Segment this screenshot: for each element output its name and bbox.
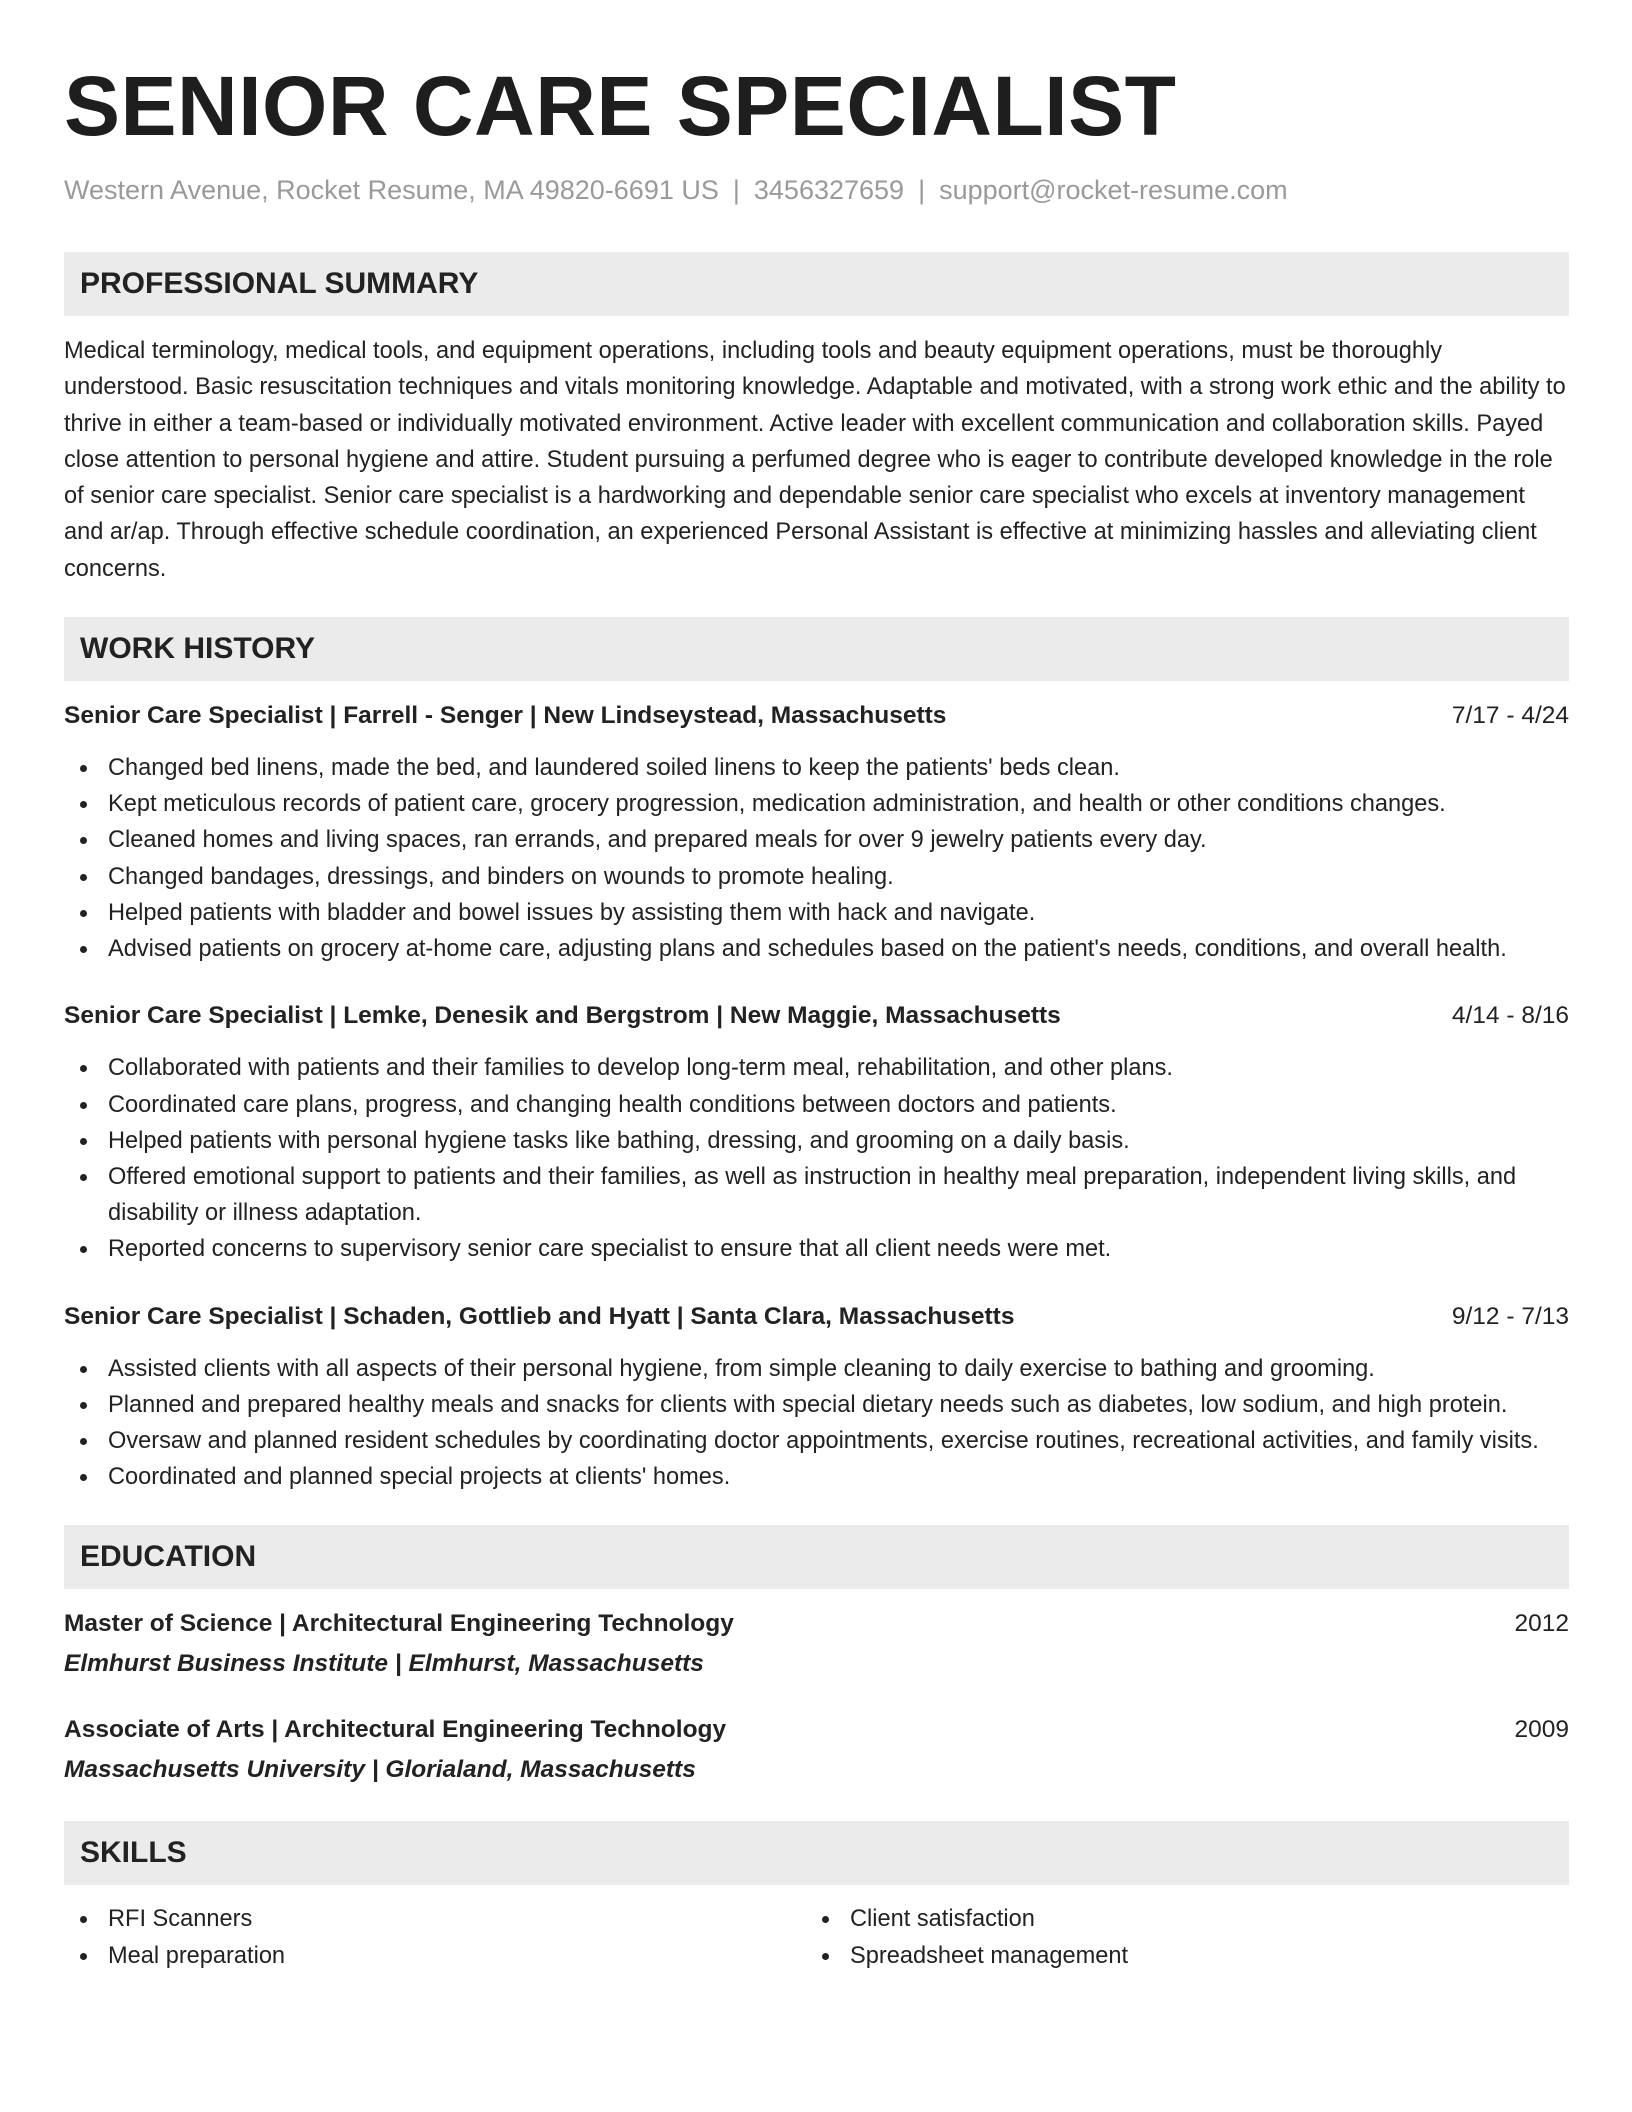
job-heading-row	[64, 698, 1569, 734]
skills-section-header: SKILLS	[64, 1821, 1569, 1885]
contact-separator: |	[918, 175, 926, 205]
job-entry	[64, 698, 1569, 967]
skills-list	[64, 1901, 1569, 1973]
resume-name: SENIOR CARE SPECIALIST	[64, 59, 1177, 153]
job-bullet: Collaborated with patients and their families to develop long-term meal, rehabilitation, and other plans.	[64, 1050, 1569, 1086]
job-bullet-list	[64, 750, 1569, 967]
job-title: Senior Care Specialist | Lemke, Denesik and Bergstrom | New Maggie, Massachusetts	[64, 1002, 1061, 1030]
summary-section-header: PROFESSIONAL SUMMARY	[64, 252, 1569, 316]
skill-item: Meal preparation	[64, 1938, 806, 1974]
job-entry	[64, 998, 1569, 1267]
job-bullet: Oversaw and planned resident schedules by coordinating doctor appointments, exercise routines, recreational activities, and family visits.	[64, 1423, 1569, 1459]
job-bullet-list	[64, 1351, 1569, 1496]
education-heading-row	[64, 1606, 1569, 1642]
job-heading-row	[64, 998, 1569, 1034]
job-bullet: Helped patients with bladder and bowel issues by assisting them with hack and navigate.	[64, 895, 1569, 931]
education-entry	[64, 1606, 1569, 1682]
job-bullet: Helped patients with personal hygiene tasks like bathing, dressing, and grooming on a daily basis.	[64, 1123, 1569, 1159]
job-bullet: Assisted clients with all aspects of their personal hygiene, from simple cleaning to daily exercise to bathing and grooming.	[64, 1351, 1569, 1387]
skills-column-right	[806, 1901, 1548, 1973]
job-bullet: Planned and prepared healthy meals and snacks for clients with special dietary needs such as diabetes, low sodium, and high protein.	[64, 1387, 1569, 1423]
skill-item: Client satisfaction	[806, 1901, 1548, 1937]
contact-separator: |	[732, 175, 740, 205]
education-section-header: EDUCATION	[64, 1525, 1569, 1589]
skills-column-left	[64, 1901, 806, 1973]
education-school: Elmhurst Business Institute | Elmhurst, Massachusetts	[64, 1650, 704, 1678]
education-heading-row	[64, 1712, 1569, 1748]
job-bullet: Changed bed linens, made the bed, and laundered soiled linens to keep the patients' beds clean.	[64, 750, 1569, 786]
contact-line	[64, 172, 1569, 208]
summary-text: Medical terminology, medical tools, and equipment operations, including tools and beauty equipment operations, must be thoroughly understood. Basic resuscitation techniques and vitals monitoring knowledge. Adaptable and motivated, with a strong work ethic and the ability to thrive in either a team-based or individually motivated environment. Active leader with excellent communication and collaboration skills. Payed close attention to personal hygiene and attire. Student pursuing a perfumed degree who is eager to contribute developed knowledge in the role of senior care specialist. Senior care specialist is a hardworking and dependable senior care specialist who excels at inventory management and ar/ap. Through effective schedule coordination, an experienced Personal Assistant is effective at minimizing hassles and alleviating client concerns.	[64, 338, 1566, 582]
job-bullet: Reported concerns to supervisory senior care specialist to ensure that all client needs were met.	[64, 1231, 1569, 1267]
education-degree: Associate of Arts | Architectural Engineering Technology	[64, 1716, 727, 1744]
job-heading-row	[64, 1299, 1569, 1335]
job-dates: 9/12 - 7/13	[1451, 1302, 1569, 1330]
contact-email: support@rocket-resume.com	[939, 175, 1288, 205]
job-bullet: Kept meticulous records of patient care, grocery progression, medication administration, and health or other conditions changes.	[64, 786, 1569, 822]
job-title: Senior Care Specialist | Schaden, Gottlieb and Hyatt | Santa Clara, Massachusetts	[64, 1302, 1015, 1330]
contact-phone: 3456327659	[753, 175, 905, 205]
job-bullet-list	[64, 1050, 1569, 1267]
skill-item: Spreadsheet management	[806, 1938, 1548, 1974]
contact-address: Western Avenue, Rocket Resume, MA 49820-6691 US	[64, 175, 719, 205]
work-history-section-header: WORK HISTORY	[64, 617, 1569, 681]
job-bullet: Offered emotional support to patients and their families, as well as instruction in healthy meal preparation, independent living skills, and disability or illness adaptation.	[64, 1159, 1569, 1231]
job-bullet: Changed bandages, dressings, and binders on wounds to promote healing.	[64, 859, 1569, 895]
education-year: 2012	[1514, 1610, 1569, 1638]
job-bullet: Coordinated and planned special projects at clients' homes.	[64, 1459, 1569, 1495]
job-title: Senior Care Specialist | Farrell - Senger | New Lindseystead, Massachusetts	[64, 702, 947, 730]
job-entry	[64, 1299, 1569, 1496]
education-degree: Master of Science | Architectural Engineering Technology	[64, 1610, 734, 1638]
job-bullet: Coordinated care plans, progress, and changing health conditions between doctors and patients.	[64, 1087, 1569, 1123]
job-bullet: Advised patients on grocery at-home care, adjusting plans and schedules based on the patient's needs, conditions, and overall health.	[64, 931, 1569, 967]
job-dates: 4/14 - 8/16	[1451, 1002, 1569, 1030]
education-school: Massachusetts University | Glorialand, Massachusetts	[64, 1756, 696, 1784]
education-year: 2009	[1514, 1716, 1569, 1744]
job-dates: 7/17 - 4/24	[1451, 702, 1569, 730]
skill-item: RFI Scanners	[64, 1901, 806, 1937]
education-entry	[64, 1712, 1569, 1788]
job-bullet: Cleaned homes and living spaces, ran errands, and prepared meals for over 9 jewelry patients every day.	[64, 822, 1569, 858]
